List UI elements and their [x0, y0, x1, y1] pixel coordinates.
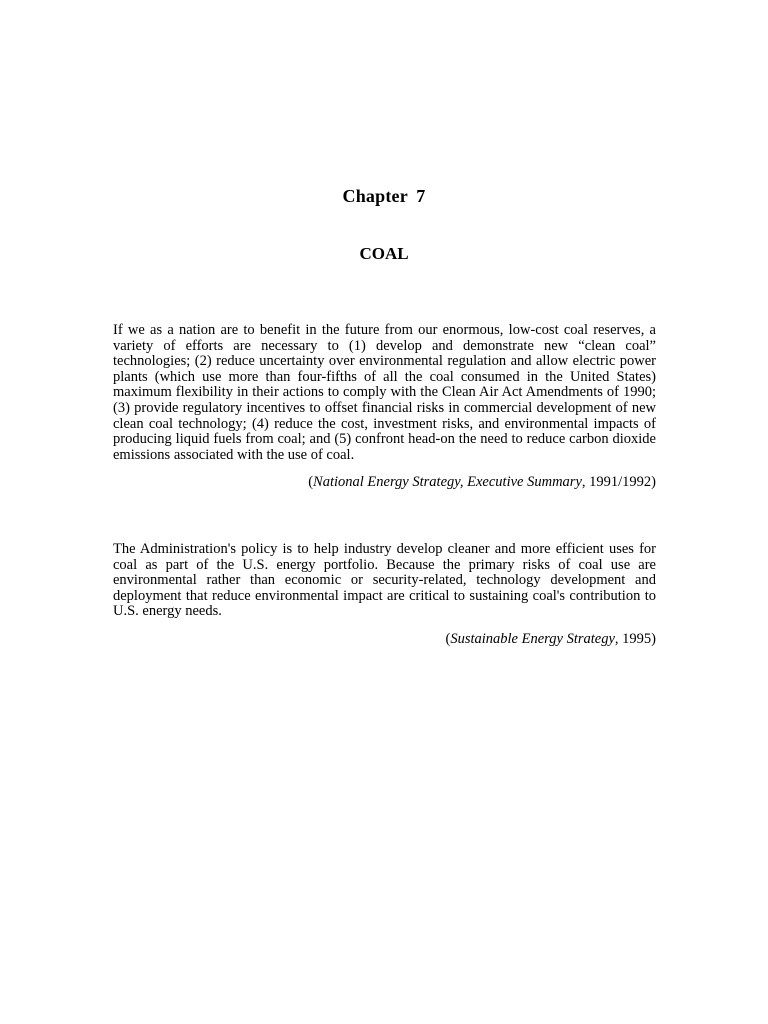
epigraph-quote-1	[113, 323, 656, 490]
citation-source: National Energy Strategy, Executive Summary	[313, 474, 582, 491]
citation-open: (	[308, 474, 314, 491]
citation-year: , 1991/1992)	[581, 474, 656, 491]
epigraph-quote-2	[113, 542, 656, 647]
citation-year: , 1995)	[614, 630, 656, 647]
quote-text: If we as a nation are to benefit in the future from our enormous, low-cost coal reserves, a variety of efforts are necessary to (1) develop and demonstrate new “clean coal” technologies; (2) reduce uncertainty over environmental regulation and allow electric power plants (which use more than four-fifths of all the coal consumed in the United States) maximum flexibility in their actions to comply with the Clean Air Act Amendments of 1990; (3) provide regulatory incentives to offset financial risks in commercial development of new clean coal technology; (4) reduce the cost, investment risks, and environmental impacts of producing liquid fuels from coal; and (5) confront head-on the need to reduce carbon dioxide emissions associated with the use of coal.	[113, 322, 656, 463]
chapter-number: Chapter 7	[342, 186, 426, 206]
citation-source: Sustainable Energy Strategy	[450, 630, 615, 647]
quote-citation	[113, 631, 656, 647]
quote-text: The Administration's policy is to help industry develop cleaner and more efficient uses for coal as part of the U.S. energy portfolio. Because the primary risks of coal use are environmental rather than economic or security-related, technology development and deployment that reduce environmental impact are critical to sustaining coal's contribution to U.S. energy needs.	[113, 541, 656, 620]
chapter-title: COAL	[359, 244, 409, 263]
citation-open: (	[445, 630, 451, 647]
quote-citation	[113, 474, 656, 490]
